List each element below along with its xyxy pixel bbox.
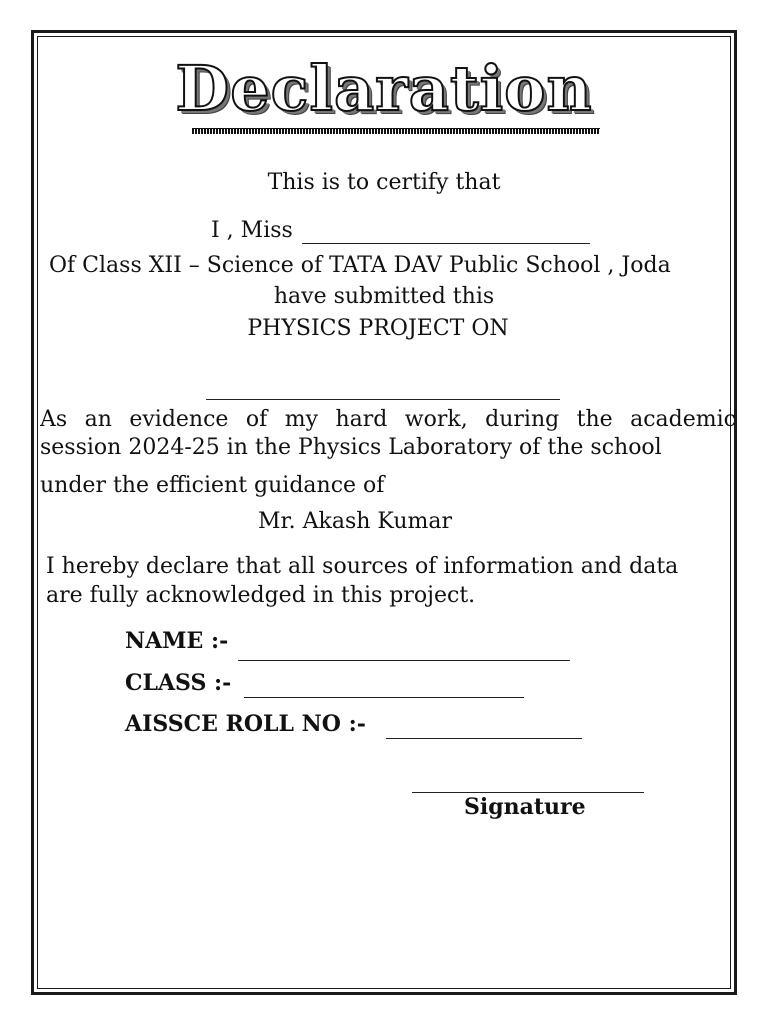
miss-label: I , Miss <box>211 218 293 243</box>
signature-line <box>412 792 644 793</box>
evidence-line: As an evidence of my hard work, during the academic <box>40 407 736 432</box>
miss-name-blank <box>302 243 590 244</box>
class-label: CLASS :- <box>125 670 232 696</box>
class-blank <box>244 697 524 698</box>
declare-line-2: are fully acknowledged in this project. <box>46 583 476 608</box>
project-line: PHYSICS PROJECT ON <box>247 316 509 341</box>
document-title: Declaration <box>175 52 593 125</box>
name-blank <box>238 660 570 661</box>
signature-label: Signature <box>464 794 586 820</box>
guidance-line: under the efficient guidance of <box>40 473 385 498</box>
class-school-line: Of Class XII – Science of TATA DAV Public School , Joda <box>49 253 671 278</box>
submitted-line: have submitted this <box>273 284 495 309</box>
name-label: NAME :- <box>125 628 229 654</box>
project-topic-blank <box>206 399 560 400</box>
roll-label: AISSCE ROLL NO :- <box>125 711 366 737</box>
roll-blank <box>386 738 582 739</box>
guide-name: Mr. Akash Kumar <box>258 509 453 534</box>
title-underline <box>192 128 600 134</box>
session-line: session 2024-25 in the Physics Laboratory of the school <box>40 435 662 460</box>
declare-line-1: I hereby declare that all sources of information and data <box>46 554 679 579</box>
certify-line: This is to certify that <box>267 170 501 195</box>
